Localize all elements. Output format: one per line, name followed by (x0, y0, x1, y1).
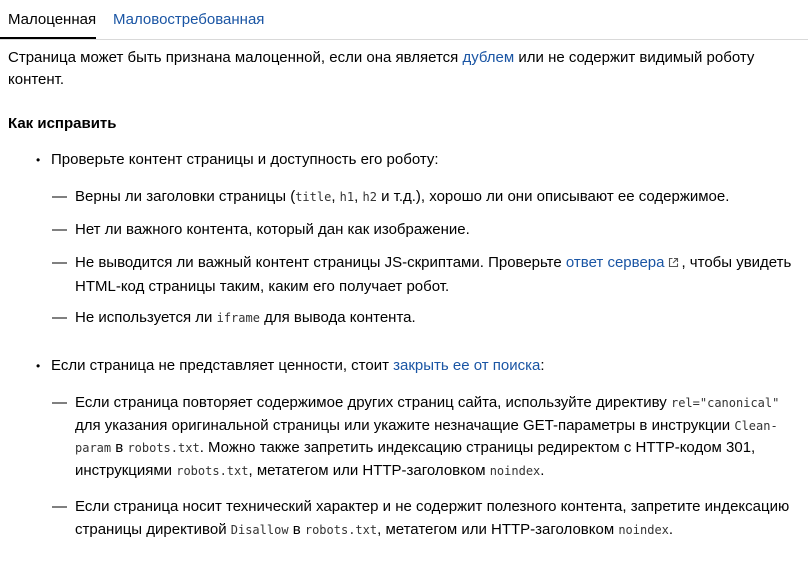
code-title: title (295, 190, 332, 204)
item-js-content: Не выводится ли важный контент страницы JS-скриптами. Проверьте ответ сервера , чтобы увидеть HTML-код страницы таким, каким его получает робот. (75, 254, 792, 295)
intro-text-end: или не содержит видимый роботу контент. (8, 49, 755, 88)
code-noindex: noindex (618, 522, 669, 537)
dash-marker: — (52, 221, 67, 238)
intro-paragraph (8, 47, 788, 91)
close-from-search-link[interactable]: закрыть ее от поиска (393, 357, 541, 374)
external-link-icon[interactable] (668, 253, 679, 276)
bullet-close-from-search: Если страница не представляет ценности, стоит закрыть ее от поиска: (51, 357, 545, 374)
code-clean-param: Clean-param (75, 418, 778, 455)
bullet-check-content: Проверьте контент страницы и доступность его роботу: (51, 151, 439, 168)
item-technical-pages: Если страница носит технический характер и не содержит полезного контента, запретите индексацию страницы директивой Disallow в robots.txt, метатегом или HTTP-заголовком noindex. (75, 498, 790, 538)
dash-marker: — (52, 254, 67, 271)
item-image-content: Нет ли важного контента, который дан как изображение. (75, 221, 470, 238)
item-iframe: Не используется ли iframe для вывода контента. (75, 309, 416, 326)
code-robots-txt: robots.txt (304, 522, 378, 537)
section-heading: Как исправить (8, 115, 117, 132)
bullet-marker: • (36, 153, 41, 167)
code-noindex: noindex (489, 463, 541, 478)
dash-marker: — (52, 394, 67, 411)
tab-low-demand[interactable]: Маловостребованная (113, 11, 265, 28)
item-headings: Верны ли заголовки страницы (title, h1, h2 и т.д.), хорошо ли они описывают ее содержимое. (75, 188, 730, 205)
code-disallow: Disallow (230, 522, 289, 537)
dash-marker: — (52, 188, 67, 205)
server-response-link[interactable]: ответ сервера (565, 254, 665, 271)
intro-text-start: Страница может быть признана малоценной, если она является (8, 49, 463, 66)
bullet-marker: • (36, 359, 41, 373)
duplicate-link[interactable]: дублем (462, 49, 515, 66)
tab-low-value[interactable]: Малоценная (8, 11, 97, 28)
code-robots-txt: robots.txt (127, 441, 200, 455)
code-iframe: iframe (216, 311, 260, 325)
code-robots-txt: robots.txt (176, 463, 249, 478)
code-h2: h2 (362, 190, 377, 204)
dash-marker: — (52, 309, 67, 326)
code-h1: h1 (339, 190, 355, 204)
code-canonical: rel="canonical" (670, 396, 780, 410)
tab-divider (0, 39, 808, 40)
item-duplicate-pages: Если страница повторяет содержимое других страниц сайта, используйте директиву rel="canonical" для указания оригинальной страницы или укажите незначащие GET-параметры в инструкции Clean-param в robots.txt. Можно также запретить индексацию страницы редиректом с HTTP-кодом 301, инструкциями robots.txt, метатегом или HTTP-заголовком noindex. (75, 394, 780, 479)
dash-marker: — (52, 498, 67, 515)
tab-bar (0, 0, 808, 40)
